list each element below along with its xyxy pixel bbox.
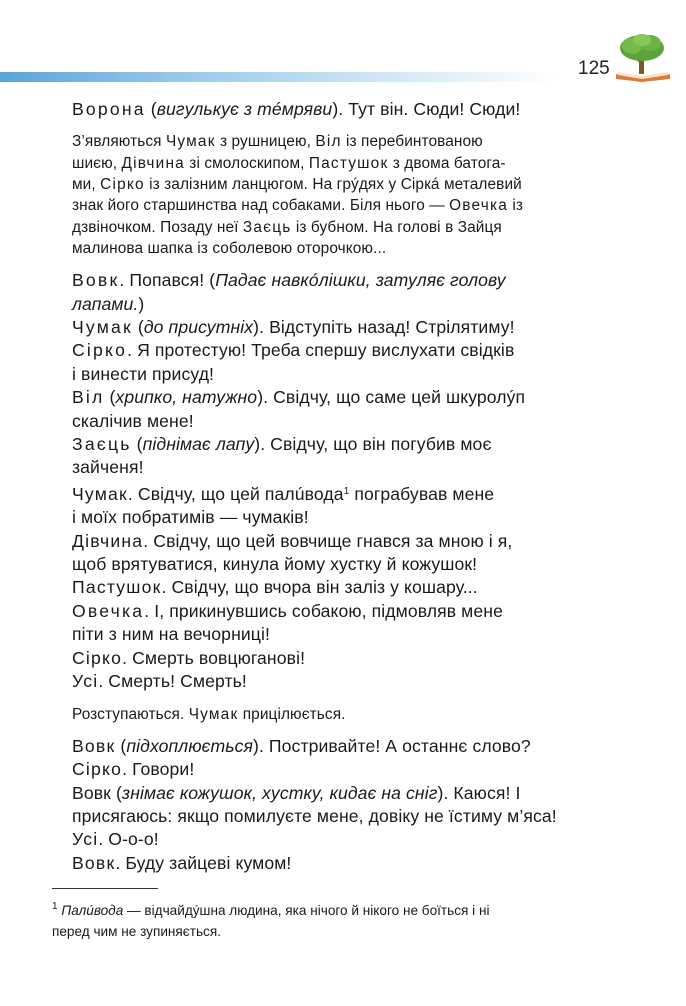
speaker-name: Чумак — [72, 317, 133, 337]
stage-remark: піднімає лапу — [142, 434, 255, 455]
speaker-name: Віл — [72, 387, 105, 408]
speaker-name: Сірко — [72, 340, 128, 361]
replica: Сірко. Смерть вовцюганові! — [72, 647, 306, 668]
stage-remark: вигулькує з тéмряви — [156, 99, 333, 119]
stage-remark: Падає навкóлішки, затуляє голову — [215, 270, 506, 291]
stage-remark: хрипко, натужно — [115, 387, 258, 408]
page-number: 125 — [578, 58, 610, 79]
footnote: $^1$ Палúвода — відчайдýшна людина, яка нічого й нікого не боїться і ні перед чим не зупиняється. — [52, 901, 490, 939]
replica: Вовк. Попався! (Падає навкóлішки, затуляє голову лапами.) — [72, 270, 506, 314]
replica: Вовк (підхоплюється). Постривайте! А останнє слово? — [72, 735, 531, 756]
replica: Сірко. Я протестую! Треба спершу вислухати свідків і винести присуд! — [72, 340, 515, 384]
speaker-name: Усі — [72, 671, 99, 692]
replica: Чумак. Свідчу, що цей палúвода$^1$ пограбував мене і моїх побратимів — чумаків! — [72, 483, 495, 528]
speaker-name: Ворона — [72, 99, 146, 119]
speaker-name: Сірко — [72, 647, 123, 668]
speaker-name: Вовк — [72, 782, 111, 803]
speaker-name: Вовк — [72, 270, 120, 291]
speaker-name: Пастушок — [72, 577, 162, 598]
speaker-name: Усі — [72, 829, 99, 850]
speaker-name: Сірко — [72, 759, 123, 780]
replica: Заєць (піднімає лапу). Свідчу, що він погубив моє зайченя! — [72, 434, 492, 478]
speaker-name: Чумак — [72, 483, 128, 504]
stage-remark: підхоплюється — [126, 735, 253, 756]
replica-line: Ворона (вигулькує з тéмряви). Тут він. Сюди! Сюди! — [72, 99, 521, 119]
replica: Сірко. Говори! — [72, 759, 195, 780]
stage-direction: З’являються Чумак з рушницею, Віл із перебинтованою шиєю, Дівчина зі смолоскипом, Пастушок з двома батога- ми, Сірко із залізним ланцюгом. На грýдях у Сіркá металевий знак його старшинства над собаками. Біля нього — Овечка із дзвіночком. Позаду неї Заєць із бубном. На голові в Зайця малинова шапка із соболевою оторочкою... — [72, 133, 524, 257]
replica: Усі. О-о-о! — [72, 829, 159, 850]
stage-direction: Розступаються. Чумак прицілюється. — [72, 705, 346, 723]
replica: Чумак (до присутніх). Відступіть назад! Стрілятиму! — [72, 317, 515, 337]
header-band — [0, 72, 560, 82]
footnote-mark: 1 — [343, 485, 350, 497]
footnote-divider — [52, 888, 158, 889]
speaker-name: Вовк — [72, 735, 116, 756]
play-text — [72, 98, 612, 875]
replica: Овечка. І, прикинувшись собакою, підмовляв мене піти з ним на вечорниці! — [72, 600, 503, 645]
speaker-name: Дівчина — [72, 530, 144, 551]
stage-remark: знімає кожушок, хустку, кидає на сніг — [121, 782, 438, 803]
stage-remark: до присутніх — [143, 317, 254, 337]
replica: Вовк (знімає кожушок, хустку, кидає на сніг). Каюся! І присягаюсь: якщо помилуєте мене, довіку не їстиму м’яса! — [72, 782, 557, 827]
tree-book-icon — [612, 32, 674, 82]
replica: Пастушок. Свідчу, що вчора він заліз у кошару... — [72, 577, 478, 598]
replica: Віл (хрипко, натужно). Свідчу, що саме цей шкуролýп скалічив мене! — [72, 387, 526, 431]
footnote-mark: 1 — [52, 901, 58, 912]
speaker-name: Вовк — [72, 852, 116, 873]
replica: Дівчина. Свідчу, що цей вовчище гнався за мною і я, щоб врятуватися, кинула йому хустку й кожушок! — [72, 530, 513, 575]
speaker-name: Заєць — [72, 434, 132, 455]
replica: Вовк. Буду зайцеві кумом! — [72, 852, 292, 873]
replica: Усі. Смерть! Смерть! — [72, 671, 247, 692]
footnote-term: Палúвода — [61, 903, 124, 918]
speaker-name: Овечка — [72, 600, 145, 621]
